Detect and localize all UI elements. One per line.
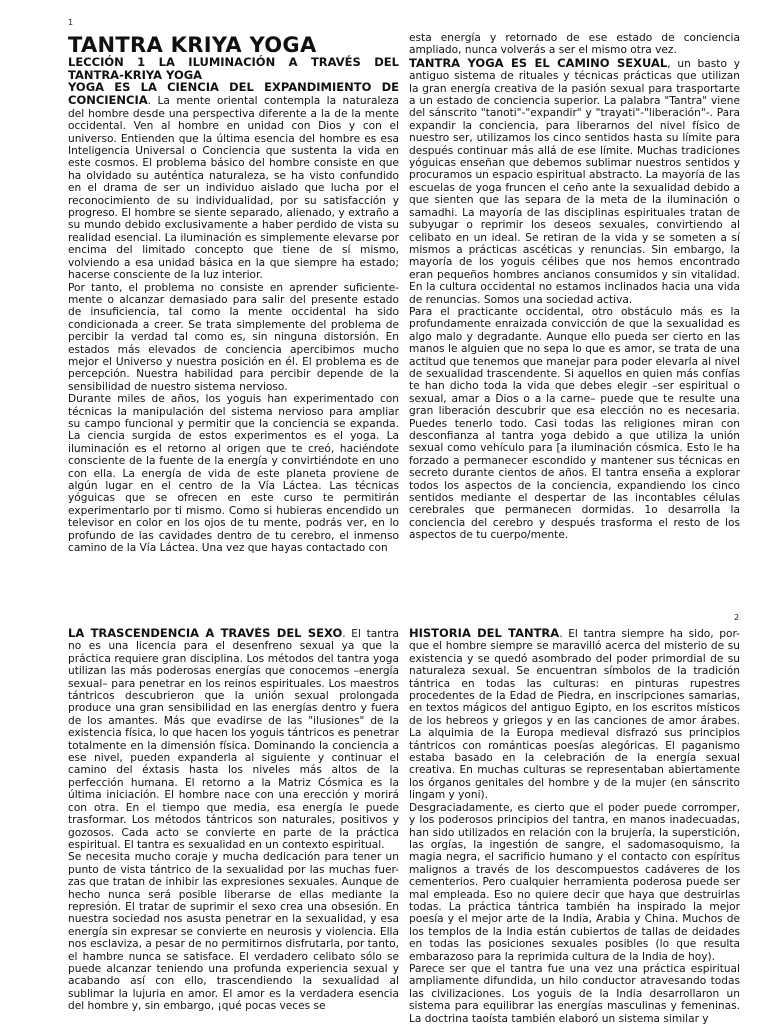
paragraph-list	[68, 81, 399, 554]
page-2	[0, 600, 768, 1024]
paragraph	[409, 802, 740, 963]
section-heading: YOGA ES LA CIENCIA DEL EXPANDIMIENTO DE CONCIENCIA	[68, 80, 399, 108]
paragraph	[409, 57, 740, 306]
left-column	[68, 627, 399, 1024]
paragraph	[409, 32, 740, 57]
paragraph	[409, 963, 740, 1024]
paragraph-text: Por tanto, el problema no consiste en aprender suficiente-mente o alcanzar demasiado para salir del presente estado de insuficiencia, tal como la mente occidental ha sido condicionada a creer. Se trata simplemente del problema de percibir la verdad tal como es, sin ninguna distorsión. En estados más elevados de conciencia apercibimos mucho mejor el Universo y nuestra posición en él. El problema es de percepción. Nuestra habilidad para percibir depende de la sensibilidad de nuestro sistema nervioso.	[68, 281, 399, 393]
paragraph-list	[409, 32, 740, 542]
left-column	[68, 34, 399, 568]
paragraph-text: Durante miles de años, los yoguis han experimentado con técnicas la manipulación del sistema nervioso para ampliar su campo funcional y permitir que la conciencia se expanda. La ciencia surgida de estos experimentos es el yoga. La iluminación es el retorno al origen que te creó, haciéndote consciente de la fuente de la energía y convirtiéndote en uno con ella. La energía de vida de este planeta proviene de algún lugar en el centro de la Vía Láctea. Las técnicas yóguicas que se ofrecen en este curso te permitirán experimentarlo por ti mismo. Como si hubieras encendido un televisor en color en los ojos de tu mente, podrás ver, en lo profundo de las cavidades dentro de tu cerebro, el inmenso camino de la Vía Láctea. Una vez que hayas contactado con	[68, 393, 399, 555]
paragraph-text: Se necesita mucho coraje y mucha dedicación para tener un punto de vista tántrico de la sexualidad por las muchas fuer-zas que tratan de inhibir las expresiones sexuales. Aunque de hecho nunca será posible liberarse de ellas mediante la represión. El tratar de suprimir el sexo crea una obsesión. En nuestra sociedad nos asusta penetrar en la sexualidad, y esa energía sin expresar se convierte en neurosis y violencia. Ella nos esclaviza, a pesar de no permitirnos disfrutarla, por tanto, el hambre nunca se satisface. El verdadero celibato sólo se puede alcanzar teniendo una profunda experiencia sexual y acabando así con ello, trascendiendo la sexualidad al sublimar la lujuria en amor. El amor es la verdadera esencia del hombre y, sin embargo, ¡qué pocas veces se	[68, 851, 399, 1013]
paragraph	[68, 627, 399, 851]
paragraph	[68, 282, 399, 394]
paragraph-text: Para el practicante occidental, otro obstáculo más es la profundamente enraizada convicción de que la sexualidad es algo malo y degradante. Aunque ello pueda ser cierto en las manos le alguien que no sepa lo que es amor, se trata de una actitud que tenemos que manejar para poder elevarla al nivel de sexualidad trascendente. Si aquellos en quien más confías te han dicho toda la vida que debes elegir –ser espiritual o sexual, amar a Dios o a la carne– puede que te resulte una gran liberación descubrir que esa elección no es necesaria. Puedes tenerlo todo. Casi todas las religiones miran con desconfianza al tantra yoga debido a que utiliza la unión sexual como vehículo para [a iluminación cósmica. Esto le ha forzado a permanecer escondido y mantener sus técnicas en secreto durante cientos de años. El tantra enseña a explorar todos los aspectos de la conciencia, expandiendo los cinco sentidos mediante el despertar de las incontables células cerebrales que permanecen dormidas. 1o desarrolla la conciencia del cerebro y después trasforma el resto de los aspectos de tu cuerpo/mente.	[409, 305, 740, 542]
section-heading: TANTRA YOGA ES EL CAMINO SEXUAL	[409, 55, 668, 70]
paragraph	[409, 306, 740, 542]
document-title: TANTRA KRIYA YOGA	[68, 34, 317, 57]
right-column	[409, 32, 740, 562]
paragraph-list	[68, 627, 399, 1013]
paragraph	[68, 81, 399, 282]
paragraph-text: Parece ser que el tantra fue una vez una práctica espiritual ampliamente difundida, un hilo conductor atravesando todas las civilizaciones. Los yoguis de la India desarrollaron un sistema para equilibrar las energías masculinas y femeninas. La doctrina taoísta también elaboró un sistema similar y	[409, 962, 740, 1024]
lesson-heading: LECCIÓN 1 LA ILUMINACIÓN A TRAVÉS DEL TANTRA-KRIYA YOGA	[68, 55, 399, 82]
right-column	[409, 627, 740, 1024]
paragraph	[68, 393, 399, 554]
paragraph	[409, 627, 740, 802]
paragraph-text: . El tantra siempre ha sido, por-que el hombre siempre se maravilló acerca del misterio de su existencia y se quedó asombrado del poder primordial de su naturaleza sexual. Se encuentran símbolos de la tradición tántrica en todas las culturas: en pinturas rupestres procedentes de la Edad de Piedra, en inscripciones samarias, en textos mágicos del antiguo Egipto, en los escritos místicos de los hebreos y griegos y en las canciones de amor árabes. La alquimia de la Europa medieval disfrazó sus principios tántricos con románticas poesías alegóricas. El paganismo estaba basado en la celebración de la energía sexual creativa. En muchas culturas se representaban abiertamente los órganos genitales del hombre y de la mujer (en sánscrito lingam y yoni).	[409, 628, 740, 802]
paragraph-list	[409, 627, 740, 1024]
page-number: 1	[68, 18, 74, 27]
page-number: 2	[734, 613, 740, 622]
paragraph-text: Desgraciadamente, es cierto que el poder puede corromper, y los poderosos principios del tantra, en manos inadecuadas, han sido utilizados en relación con la brujería, la superstición, las orgías, la ingestión de sangre, el sadomasoquismo, la magia negra, el sacrificio humano y el contacto con espíritus malignos a través de los descompuestos cadáveres de los cementerios. Pero cualquier herramienta poderosa puede ser mal empleada. Eso no quiere decir que haya que destruirlas todas. La práctica tántrica también ha inspirado la mejor poesía y el mejor arte de la India, Arabia y China. Muchos de los templos de la India están cubiertos de tallas de deidades en todas las posiciones sexuales posibles (lo que resulta embarazoso para la reprimida cultura de la India de hoy).	[409, 801, 740, 963]
section-heading: HISTORIA DEL TANTRA	[409, 627, 560, 640]
paragraph	[68, 851, 399, 1012]
paragraph-text: esta energía y retornado de ese estado de conciencia ampliado, nunca volverás a ser el mismo otra vez.	[409, 32, 740, 57]
paragraph-text: , un basto y antiguo sistema de rituales y técnicas prácticas que utilizan la gran energía creativa de la pasión sexual para trasportarte a un estado de conciencia superior. La palabra "Tantra" viene del sánscrito "tanoti"-"expandir" y "trayati"-"liberación"-. Para expandir la conciencia, para liberarnos del nivel físico de nuestro ser, utilizamos los cinco sentidos hasta su límite para después continuar más allá de ese límite. Muchas tradiciones yóguicas enseñan que debemos sublimar nuestros sentidos y procuramos un espacio espiritual abstracto. La mayoría de las escuelas de yoga fruncen el ceño ante la sexualidad debido a que sienten que las separa de la meta de la iluminación o samadhi. La mayoría de las disciplinas espirituales tratan de subyugar o reprimir los deseos sexuales, convirtiendo al celibato en un ideal. Se retiran de la vida y se someten a sí mismos a prácticas ascéticas y renuncias. Sin embargo, la mayoría de los yoguis célibes que nos hemos encontrado eran pequeños hombres ancianos consumidos y sin vitalidad. En la cultura occidental no estamos inclinados hacia una vida de renuncias. Somos una sociedad activa.	[409, 57, 740, 306]
section-heading: LA TRASCENDENCIA A TRAVÉS DEL SEXO	[68, 627, 343, 640]
paragraph-text: . La mente oriental contempla la naturaleza del hombre desde una perspectiva diferente a la de la mente occidental. Ven al hombre en unidad con Dios y con el universo. Entienden que la última esencia del hombre es esa Inteligencia Universal o Conciencia que sustenta la vida en este cosmos. El problema básico del hombre consiste en que ha olvidado su auténtica naturaleza, se ha visto confundido en el drama de ser un individuo aislado que lucha por el reconocimiento de su individualidad, por su satisfacción y progreso. El hombre se siente separado, alienado, y extraño a su mundo debido exclusivamente a haber perdido de vista su realidad esencial. La iluminación es simplemente elevarse por encima del limitado concepto que tiene de sí mismo, volviendo a esa unidad básica en la que siempre ha estado; hacerse consciente de la luz interior.	[68, 95, 399, 282]
paragraph-text: . El tantra no es una licencia para el desenfreno sexual ya que la práctica requiere gran disciplina. Los métodos del tantra yoga utilizan las más poderosas energías que conocemos –energía sexual– para penetrar en los reinos espirituales. Los maestros tántricos descubrieron que la unión sexual prolongada produce una gran sensibilidad en las energías dentro y fuera de los amantes. Más que evadirse de las "ilusiones" de la existencia física, lo que hacen los yoguis tántricos es penetrar totalmente en la dimensión física. Dominando la conciencia a ese nivel, pueden expanderla al siguiente y continuar el camino del éxtasis hasta los niveles más altos de la perfección humana. El retorno a la Matriz Cósmica es la última iniciación. El hombre nace con una erección y morirá con otra. En el tiempo que media, esa energía le puede trasformar. Los métodos tántricos son naturales, positivos y gozosos. Cada acto se convierte en parte de la práctica espiritual. El tantra es sexualidad en un contexto espiritual.	[68, 628, 399, 851]
